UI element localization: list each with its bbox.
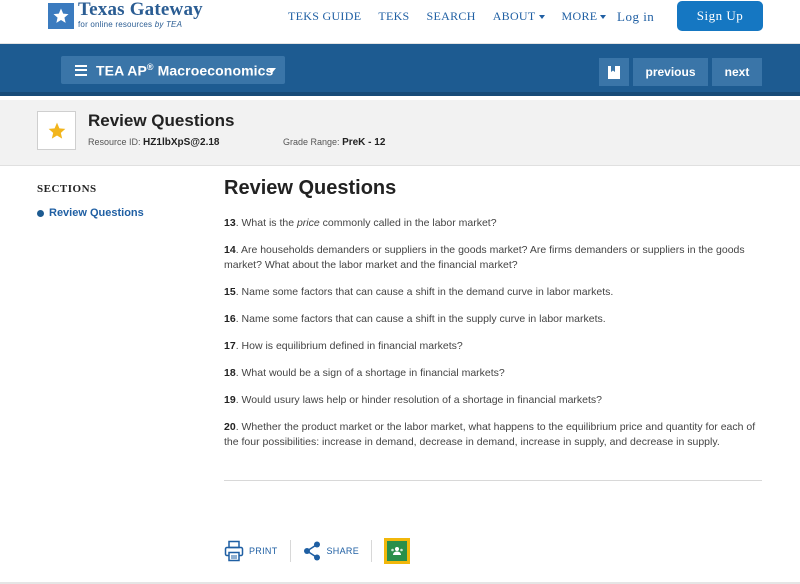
hamburger-menu-icon — [75, 65, 87, 76]
share-label: SHARE — [326, 546, 360, 556]
section-item-label: Review Questions — [49, 207, 144, 219]
nav-teks[interactable]: TEKS — [378, 9, 410, 23]
question-list — [224, 216, 766, 462]
next-button[interactable]: next — [712, 58, 762, 86]
question-item: 18. What would be a sign of a shortage in financial markets? — [224, 367, 505, 379]
nav-more[interactable]: MORE — [562, 9, 607, 24]
signup-button[interactable]: Sign Up — [677, 1, 763, 31]
grade-range: Grade Range: PreK - 12 — [283, 137, 386, 148]
chevron-down-icon — [268, 68, 276, 73]
chevron-down-icon — [600, 15, 606, 19]
divider — [290, 540, 291, 562]
share-icon — [303, 541, 321, 561]
star-icon — [47, 121, 67, 141]
google-classroom-icon — [387, 541, 407, 561]
logo-star-icon — [48, 3, 74, 29]
course-dropdown[interactable] — [61, 56, 285, 84]
action-bar — [224, 538, 410, 564]
share-button[interactable] — [303, 541, 360, 561]
resource-title: Review Questions — [88, 111, 235, 130]
question-item: 15. Name some factors that can cause a shift in the demand curve in labor markets. — [224, 286, 614, 298]
nav-about[interactable]: ABOUT — [493, 9, 545, 24]
question-item: 17. How is equilibrium defined in financial markets? — [224, 340, 463, 352]
nav-teks-guide[interactable]: TEKS GUIDE — [288, 9, 362, 23]
logo-title: Texas Gateway — [78, 0, 203, 20]
printer-icon — [224, 540, 244, 562]
previous-button[interactable]: previous — [633, 58, 708, 86]
course-title: TEA AP® Macroeconomics — [96, 61, 274, 79]
question-item: 14. Are households demanders or suppliers in the goods market? Are firms demanders or suppliers in the goods market? What about the labor market and the financial market? — [224, 244, 745, 271]
login-link[interactable]: Log in — [617, 9, 655, 24]
main-nav — [288, 9, 623, 24]
divider — [371, 540, 372, 562]
google-classroom-button[interactable] — [384, 538, 410, 564]
texas-gateway-logo[interactable] — [48, 0, 203, 29]
question-item: 20. Whether the product market or the labor market, what happens to the equilibrium price and quantity for each of the four possibilities: increase in demand, decrease in demand, increase in supply, and decrease in supply. — [224, 421, 756, 448]
bullet-icon — [37, 210, 44, 217]
nav-search[interactable]: SEARCH — [426, 9, 476, 23]
section-item-review-questions[interactable] — [37, 207, 144, 219]
bookmark-icon — [607, 65, 621, 80]
chevron-down-icon — [539, 15, 545, 19]
content-divider — [224, 480, 762, 481]
sections-heading: SECTIONS — [37, 183, 97, 195]
resource-header — [0, 100, 800, 166]
course-bar — [0, 44, 800, 96]
favorite-button[interactable] — [37, 111, 76, 150]
logo-subtitle: for online resources by TEA — [78, 20, 183, 29]
resource-id: Resource ID: HZ1lbXpS@2.18 — [88, 137, 220, 148]
question-item: 19. Would usury laws help or hinder resolution of a shortage in financial markets? — [224, 394, 603, 406]
question-item: 13. What is the price commonly called in the labor market? — [224, 217, 497, 229]
top-navbar — [0, 0, 800, 44]
page-title: Review Questions — [224, 177, 397, 199]
question-item: 16. Name some factors that can cause a shift in the supply curve in labor markets. — [224, 313, 606, 325]
print-button[interactable] — [224, 540, 278, 562]
print-label: PRINT — [249, 546, 278, 556]
bookmark-button[interactable] — [599, 58, 629, 86]
